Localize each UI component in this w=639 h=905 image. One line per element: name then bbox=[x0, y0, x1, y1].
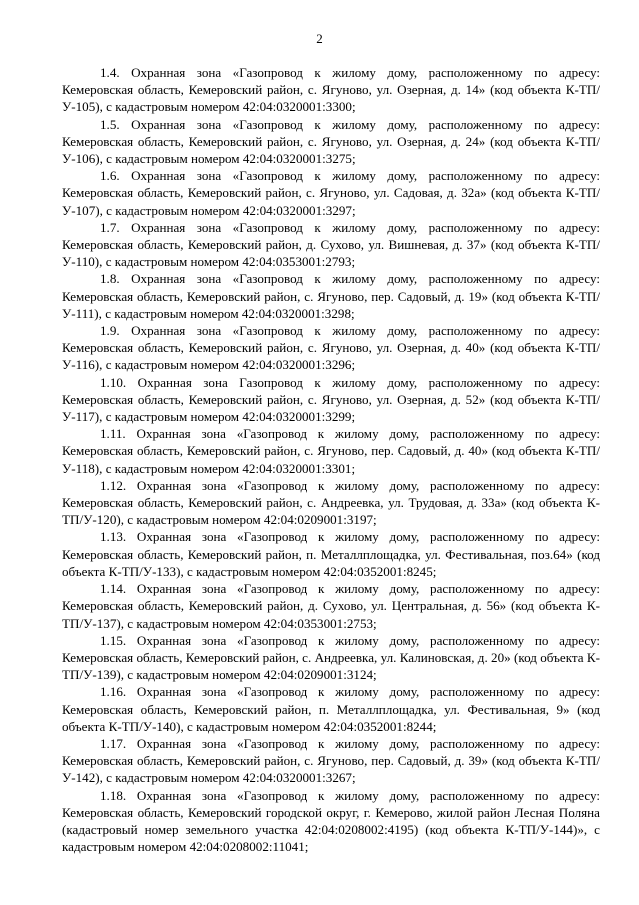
paragraph-1-11: 1.11. Охранная зона «Газопровод к жилому дому, расположенному по адресу: Кемеровская область, Кемеровский район, с. Ягуново, пер. Садовый, д. 40» (код объекта К-ТП/У-118), с кадастровым номером 42:04:0320001:3301; bbox=[62, 426, 600, 476]
document-body bbox=[62, 64, 600, 855]
paragraph-1-12: 1.12. Охранная зона «Газопровод к жилому дому, расположенному по адресу: Кемеровская область, Кемеровский район, с. Андреевка, ул. Трудовая, д. 33а» (код объекта К-ТП/У-120), с кадастровым номером 42:04:0209001:3197; bbox=[62, 477, 600, 528]
paragraph-1-17: 1.17. Охранная зона «Газопровод к жилому дому, расположенному по адресу: Кемеровская область, Кемеровский район, с. Ягуново, пер. Садовый, д. 39» (код объекта К-ТП/У-142), с кадастровым номером 42:04:0320001:3267; bbox=[62, 735, 600, 786]
paragraph-1-18: 1.18. Охранная зона «Газопровод к жилому дому, расположенному по адресу: Кемеровская область, Кемеровский городской округ, г. Кемерово, жилой район Лесная Поляна (кадастровый номер земельного участка 42:04:0208002:4195) (код объекта К-ТП/У-144)», с кадастровым номером 42:04:0208002:11041; bbox=[62, 787, 600, 855]
page-number: 2 bbox=[316, 31, 323, 46]
paragraph-1-4: 1.4. Охранная зона «Газопровод к жилому дому, расположенному по адресу: Кемеровская область, Кемеровский район, с. Ягуново, ул. Озерная, д. 14» (код объекта К-ТП/У-105), с кадастровым номером 42:04:0320001:3300; bbox=[62, 65, 600, 115]
paragraph-1-8: 1.8. Охранная зона «Газопровод к жилому дому, расположенному по адресу: Кемеровская область, Кемеровский район, с. Ягуново, пер. Садовый, д. 19» (код объекта К-ТП/У-111), с кадастровым номером 42:04:0320001:3298; bbox=[62, 271, 600, 321]
paragraph-1-9: 1.9. Охранная зона «Газопровод к жилому дому, расположенному по адресу: Кемеровская область, Кемеровский район, с. Ягуново, ул. Озерная, д. 40» (код объекта К-ТП/У-116), с кадастровым номером 42:04:0320001:3296; bbox=[62, 323, 600, 373]
paragraph-1-15: 1.15. Охранная зона «Газопровод к жилому дому, расположенному по адресу: Кемеровская область, Кемеровский район, с. Андреевка, ул. Калиновская, д. 20» (код объекта К-ТП/У-139), с кадастровым номером 42:04:0209001:3124; bbox=[62, 632, 600, 683]
paragraph-1-14: 1.14. Охранная зона «Газопровод к жилому дому, расположенному по адресу: Кемеровская область, Кемеровский район, д. Сухово, ул. Центральная, д. 56» (код объекта К-ТП/У-137), с кадастровым номером 42:04:0353001:2753; bbox=[62, 581, 600, 631]
paragraph-1-5: 1.5. Охранная зона «Газопровод к жилому дому, расположенному по адресу: Кемеровская область, Кемеровский район, с. Ягуново, ул. Озерная, д. 24» (код объекта К-ТП/У-106), с кадастровым номером 42:04:0320001:3275; bbox=[62, 116, 600, 167]
paragraph-1-7: 1.7. Охранная зона «Газопровод к жилому дому, расположенному по адресу: Кемеровская область, Кемеровский район, д. Сухово, ул. Вишневая, д. 37» (код объекта К-ТП/У-110), с кадастровым номером 42:04:0353001:2793; bbox=[62, 219, 600, 270]
paragraph-1-13: 1.13. Охранная зона «Газопровод к жилому дому, расположенному по адресу: Кемеровская область, Кемеровский район, п. Металлплощадка, ул. Фестивальная, поз.64» (код объекта К-ТП/У-133), с кадастровым номером 42:04:0352001:8245; bbox=[62, 529, 600, 579]
paragraph-1-6: 1.6. Охранная зона «Газопровод к жилому дому, расположенному по адресу: Кемеровская область, Кемеровский район, с. Ягуново, ул. Садовая, д. 32а» (код объекта К-ТП/У-107), с кадастровым номером 42:04:0320001:3297; bbox=[62, 168, 600, 218]
paragraph-1-10: 1.10. Охранная зона Газопровод к жилому дому, расположенному по адресу: Кемеровская область, Кемеровский район, с. Ягуново, ул. Озерная, д. 52» (код объекта К-ТП/У-117), с кадастровым номером 42:04:0320001:3299; bbox=[62, 374, 600, 425]
paragraph-1-16: 1.16. Охранная зона «Газопровод к жилому дому, расположенному по адресу: Кемеровская область, Кемеровский район, п. Металлплощадка, ул. Фестивальная, 9» (код объекта К-ТП/У-140), с кадастровым номером 42:04:0352001:8244; bbox=[62, 684, 600, 734]
